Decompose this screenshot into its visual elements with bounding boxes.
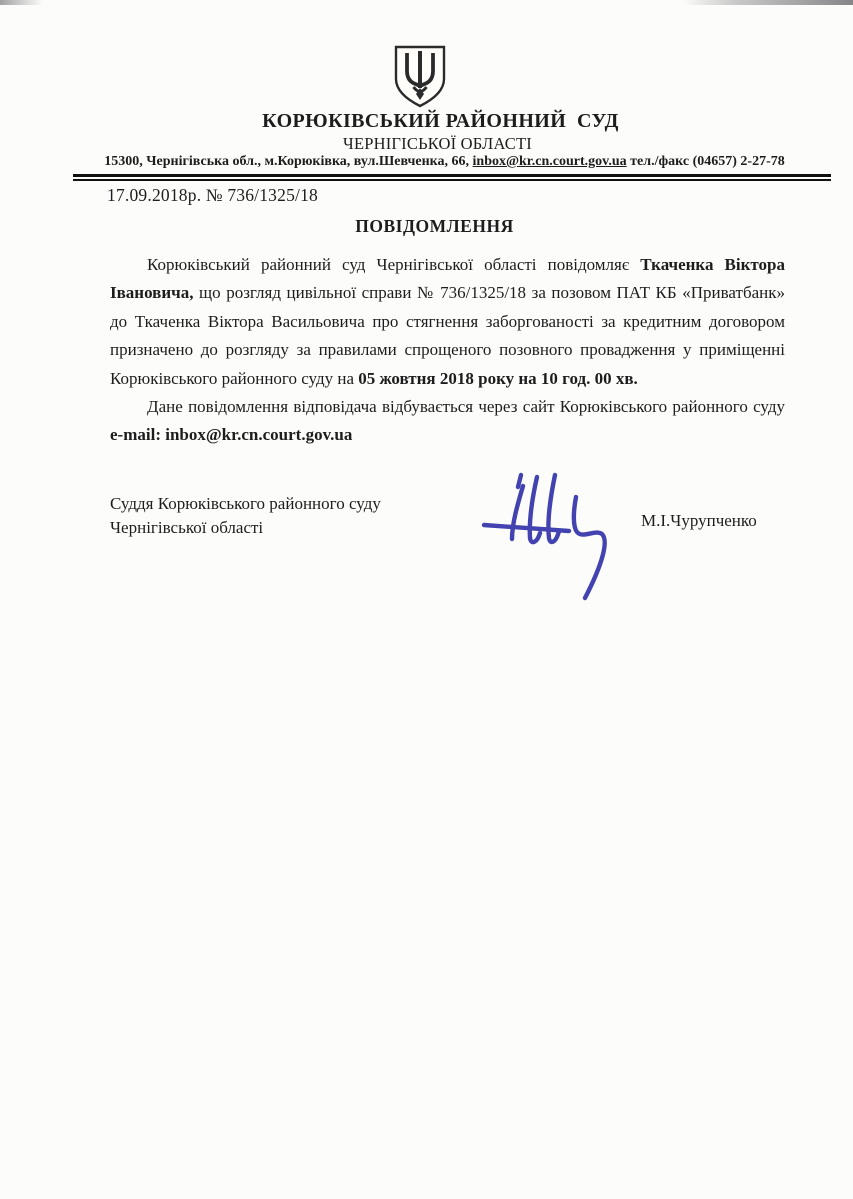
- judge-signature-ink-icon: [481, 461, 613, 603]
- address-phone-fax: тел./факс (04657) 2-27-78: [626, 154, 785, 169]
- body-paragraph-2: [110, 393, 785, 450]
- p1-text-cont: що розгляд цивільної справи № 736/1325/18 за позовом ПАТ КБ «Приватбанк» до Ткаченка Віктора Васильовича про стягнення заборгованості за кредитним договором призначено до розгляду за правилами спрощеного позовного провадження у приміщенні Корюківського районного суду на: [110, 283, 785, 388]
- court-email-bold: e-mail: inbox@kr.cn.court.gov.ua: [110, 425, 353, 445]
- p1-text: Корюківський районний суд Чернігівської області повідомляє: [147, 255, 641, 274]
- judge-name: М.І.Чурупченко: [641, 511, 757, 530]
- p2-text: Дане повідомлення відповідача відбувається через сайт Корюківського районного суду: [147, 397, 785, 417]
- notice-body: [110, 251, 785, 450]
- body-paragraph-1: [110, 251, 785, 393]
- reference-number-line: 17.09.2018р. № 736/1325/18: [107, 185, 318, 205]
- ukraine-trident-emblem-icon: [388, 44, 452, 110]
- scan-artifact-top-edge: [0, 0, 853, 5]
- notice-title: ПОВІДОМЛЕННЯ: [355, 216, 514, 236]
- court-name: КОРЮКІВСЬКИЙ РАЙОННИЙ СУД: [262, 110, 619, 132]
- signature-caption-line1: Суддя Корюківського районного суду: [110, 494, 381, 513]
- signature-caption-line2: Чернігівської області: [110, 517, 264, 537]
- court-email: inbox@kr.cn.court.gov.ua: [472, 154, 627, 169]
- defendant-name-bold: Ткаченка Віктора Івановича,: [110, 255, 785, 303]
- hearing-datetime-bold: 05 жовтня 2018 року на 10 год. 00 хв.: [358, 368, 638, 388]
- signature-caption: [110, 492, 381, 539]
- court-region: ЧЕРНІГІСЬКОЇ ОБЛАСТІ: [343, 134, 532, 153]
- double-rule-separator: [73, 174, 831, 181]
- address-line: [18, 154, 853, 170]
- address-street: 15300, Чернігівська обл., м.Корюківка, вул.Шевченка, 66,: [104, 154, 473, 169]
